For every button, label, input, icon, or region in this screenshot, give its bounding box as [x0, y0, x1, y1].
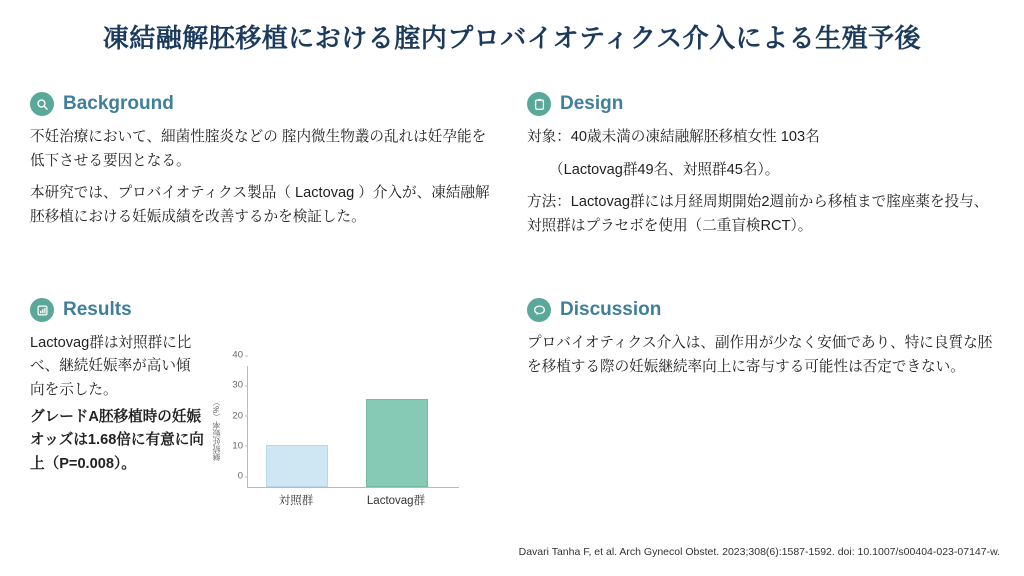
results-bar-chart — [211, 349, 491, 525]
speech-bubble-icon — [527, 298, 551, 322]
section-results — [30, 298, 500, 525]
paragraph: 本研究では、プロバイオティクス製品（ Lactovag ）介入が、凍結融解胚移植における妊娠成績を改善するかを検証した。 — [30, 185, 490, 225]
paragraph: プロバイオティクス介入は、副作用が少なく安価であり、特に良質な胚を移植する際の妊娠継続率向上に寄与する可能性は否定できない。 — [527, 335, 993, 375]
section-title-design: Design — [560, 93, 624, 114]
paragraph: 方法：Lactovag群には月経周期開始2週前から移植まで腟座薬を投与、対照群はプラセボを使用（二重盲検RCT）。 — [527, 194, 989, 234]
chart-y-tick: 0 — [238, 471, 248, 482]
paragraph: 不妊治療において、細菌性腟炎などの 腟内微生物叢の乱れは妊孕能を低下させる要因となる。 — [30, 129, 487, 169]
paragraph: 対象：40歳未満の凍結融解胚移植女性 103名 — [527, 129, 820, 145]
section-body-design — [527, 126, 997, 239]
chart-bar-lactovag — [366, 399, 428, 487]
results-content — [30, 332, 500, 525]
chart-bar-icon — [30, 298, 54, 322]
section-title-discussion: Discussion — [560, 299, 662, 320]
page-title: 凍結融解胚移植における腟内プロバイオティクス介入による生殖予後 — [102, 23, 922, 53]
chart-x-tick: 対照群 — [278, 495, 314, 507]
section-header-results — [30, 298, 500, 322]
chart-y-tick: 10 — [232, 440, 248, 451]
chart-y-axis-label: 継続妊娠率（%） — [212, 398, 221, 462]
section-header-design — [527, 92, 997, 116]
chart-y-tick: 20 — [232, 410, 248, 421]
chart-y-tick: 40 — [232, 350, 248, 361]
clipboard-icon — [527, 92, 551, 116]
section-body-discussion — [527, 332, 997, 379]
search-icon — [30, 92, 54, 116]
chart-x-tick: Lactovag群 — [366, 495, 426, 507]
section-title-results: Results — [63, 299, 132, 320]
results-highlight: グレードA胚移植時の妊娠オッズは1.68倍に有意に向上（P=0.008）。 — [30, 409, 204, 472]
paragraph: （Lactovag群49名、対照群45名）。 — [549, 161, 780, 178]
section-title-background: Background — [63, 93, 174, 114]
section-background — [30, 92, 492, 239]
chart-x-axis — [247, 492, 459, 510]
citation-footer: Davari Tanha F, et al. Arch Gynecol Obstet. 2023;308(6):1587-1592. doi: 10.1007/s00404-023-07147-w. — [518, 546, 1000, 558]
chart-plot-area — [232, 349, 459, 488]
section-header-background — [30, 92, 492, 116]
section-body-background — [30, 126, 492, 230]
paragraph: Lactovag群は対照群に比べ、継続妊娠率が高い傾向を示した。 — [30, 335, 192, 398]
section-header-discussion — [527, 298, 997, 322]
chart-y-tick: 30 — [232, 380, 248, 391]
section-body-results — [30, 332, 205, 480]
section-design — [527, 92, 997, 248]
chart-bar-control — [266, 445, 328, 487]
section-discussion — [527, 298, 997, 388]
